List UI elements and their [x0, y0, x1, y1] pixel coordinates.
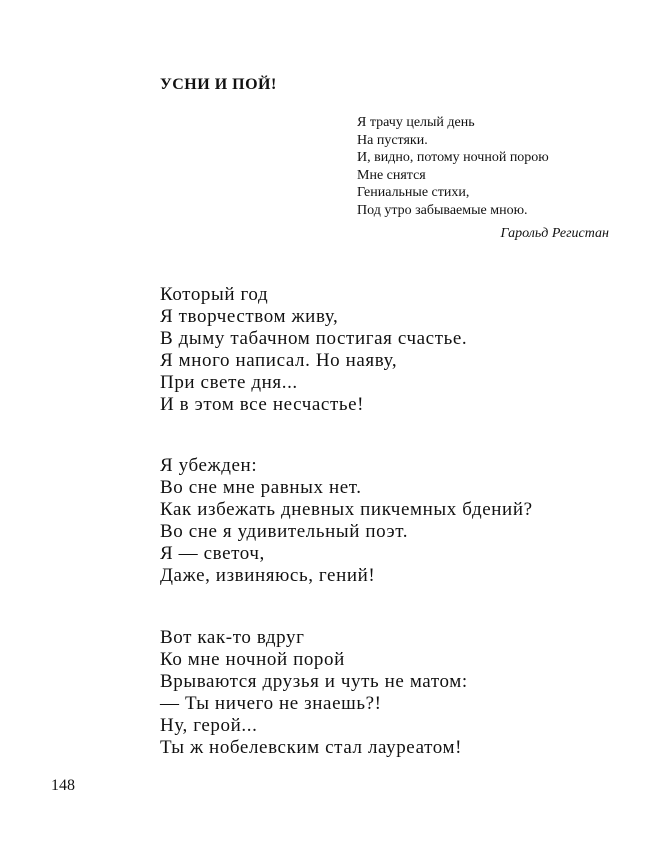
epigraph: [357, 114, 609, 243]
poem-line: Я — светоч,: [160, 543, 265, 564]
poem-line: При свете дня...: [160, 372, 298, 393]
epigraph-author: Гарольд Регистан: [500, 226, 609, 241]
poem-line: Ну, герой...: [160, 715, 258, 736]
epigraph-line: На пустяки.: [357, 132, 428, 148]
poem-line: Как избежать дневных пикчемных бдений?: [160, 499, 533, 520]
stanza-2: [160, 455, 533, 587]
epigraph-line: И, видно, потому ночной порою: [357, 150, 549, 165]
poem-line: Врываются друзья и чуть не матом:: [160, 671, 468, 692]
poem-line: В дыму табачном постигая счастье.: [160, 328, 468, 349]
poem-line: Во сне мне равных нет.: [160, 477, 362, 498]
poem-line: Вот как-то вдруг: [160, 627, 305, 648]
poem-line: Во сне я удивительный поэт.: [160, 521, 409, 542]
poem-line: Ты ж нобелевским стал лауреатом!: [160, 737, 463, 758]
poem-line: Я творчеством живу,: [160, 306, 339, 327]
epigraph-line: Мне снятся: [357, 167, 426, 183]
poem-line: Я много написал. Но наяву,: [160, 350, 398, 371]
poem-line: Я убежден:: [160, 455, 258, 476]
epigraph-line: Гениальные стихи,: [357, 185, 470, 200]
page-number: 148: [51, 777, 75, 794]
stanza-3: [160, 627, 468, 759]
poem-line: — Ты ничего не знаешь?!: [160, 693, 382, 714]
epigraph-line: Я трачу целый день: [357, 115, 475, 130]
epigraph-line: Под утро забываемые мною.: [357, 202, 528, 218]
poem-line: Даже, извиняюсь, гений!: [160, 565, 376, 586]
poem-title: УСНИ И ПОЙ!: [160, 76, 277, 93]
poem-line: Ко мне ночной порой: [160, 649, 345, 670]
poem-line: И в этом все несчастье!: [160, 394, 365, 415]
stanza-1: [160, 284, 467, 416]
poem-line: Который год: [160, 284, 269, 305]
